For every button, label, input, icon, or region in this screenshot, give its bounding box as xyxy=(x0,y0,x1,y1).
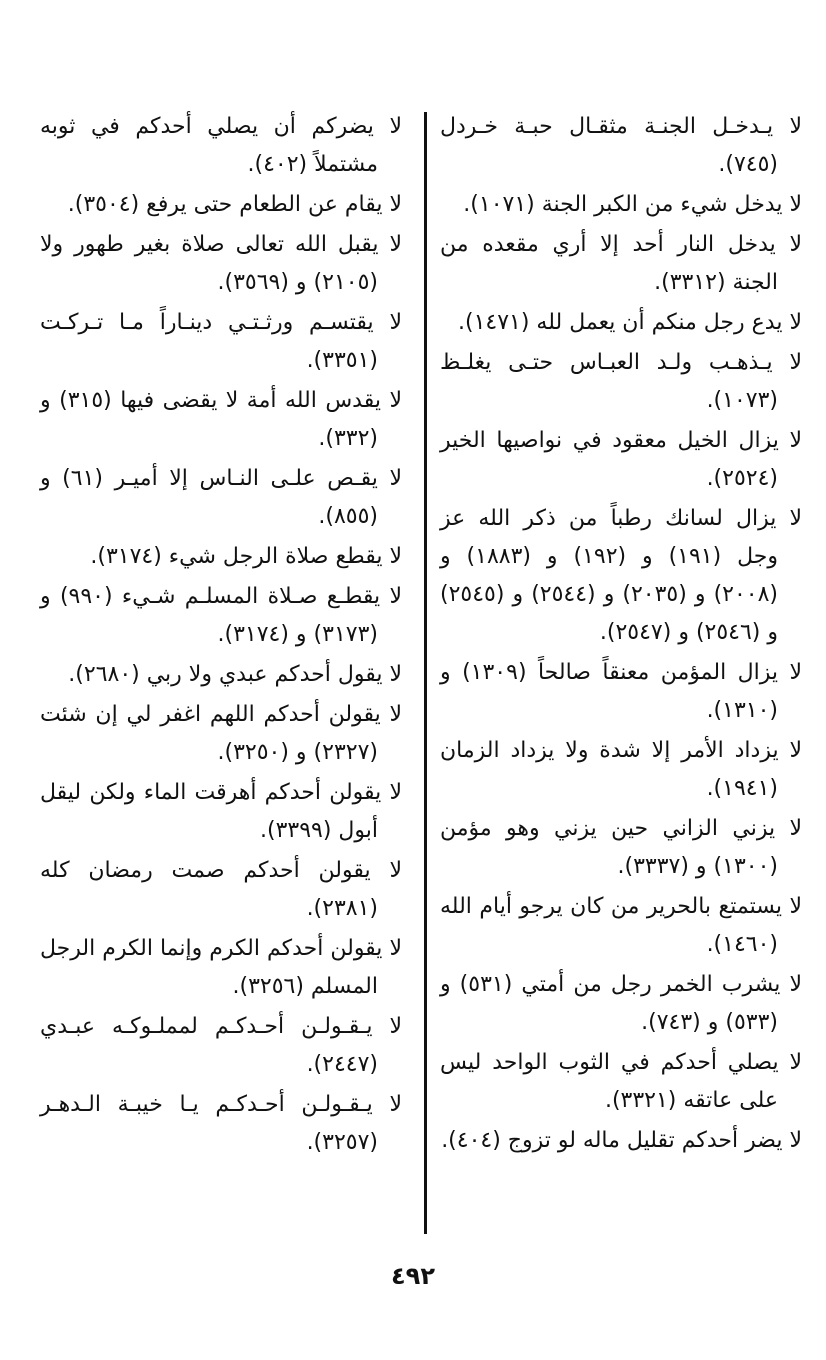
hadith-entry: لا يـقـولـن أحـدكـم يـا خيبـة الـدهـر (٣٢٥٧). xyxy=(40,1092,402,1155)
left-column xyxy=(40,108,402,1164)
hadith-entry: لا يقطـع صـلاة المسلـم شـيء (٩٩٠) و (٣١٧٣) و (٣١٧٤). xyxy=(40,584,403,647)
hadith-entry: لا يدخل شيء من الكبر الجنة (١٠٧١). xyxy=(463,192,802,217)
hadith-entry: لا يـقـولـن أحـدكـم لمملـوكـه عبـدي (٢٤٤٧). xyxy=(40,1014,402,1077)
hadith-entry: لا يستمتع بالحرير من كان يرجو أيام الله (١٤٦٠). xyxy=(440,894,802,957)
hadith-entry: لا يزال لسانك رطباً من ذكر الله عز وجل (١٩١) و (١٩٢) و (١٨٨٣) و (٢٠٠٨) و (٢٠٣٥) و (٢٥٤٤) و (٢٥٤٥) و (٢٥٤٦) و (٢٥٤٧). xyxy=(440,506,802,645)
hadith-entry: لا يزال الخيل معقود في نواصيها الخير (٢٥٢٤). xyxy=(440,428,802,491)
hadith-entry: لا يقبل الله تعالى صلاة بغير طهور ولا (٢١٠٥) و (٣٥٦٩). xyxy=(40,232,402,295)
hadith-entry: لا يضر أحدكم تقليل ماله لو تزوج (٤٠٤). xyxy=(441,1128,802,1153)
hadith-entry: لا يقول أحدكم عبدي ولا ربي (٢٦٨٠). xyxy=(68,662,402,687)
hadith-entry: لا يقولن أحدكم الكرم وإنما الكرم الرجل المسلم (٣٢٥٦). xyxy=(40,936,402,999)
hadith-entry: لا يدخل النار أحد إلا أري مقعده من الجنة (٣٣١٢). xyxy=(440,232,802,295)
hadith-entry: لا يـدخـل الجنـة مثقـال حبـة خـردل (٧٤٥). xyxy=(440,114,802,177)
right-column xyxy=(440,108,802,1162)
hadith-entry: لا يدع رجل منكم أن يعمل لله (١٤٧١). xyxy=(458,310,802,335)
hadith-entry: لا يزال المؤمن معنقاً صالحاً (١٣٠٩) و (١٣١٠). xyxy=(440,660,802,723)
hadith-entry: لا يضركم أن يصلي أحدكم في ثوبه مشتملاً (٤٠٢). xyxy=(40,114,402,177)
hadith-entry: لا يقولن أحدكم أهرقت الماء ولكن ليقل أبول (٣٣٩٩). xyxy=(40,780,402,843)
hadith-entry: لا يقـص علـى النـاس إلا أميـر (٦١) و (٨٥٥). xyxy=(40,466,403,529)
hadith-entry: لا يشرب الخمر رجل من أمتي (٥٣١) و (٥٣٣) و (٧٤٣). xyxy=(440,972,802,1035)
hadith-entry: لا يزني الزاني حين يزني وهو مؤمن (١٣٠٠) و (٣٣٣٧). xyxy=(440,816,802,879)
page-number: ٤٩٢ xyxy=(391,1262,435,1290)
hadith-entry: لا يصلي أحدكم في الثوب الواحد ليس على عاتقه (٣٣٢١). xyxy=(440,1050,802,1113)
hadith-entry: لا يقدس الله أمة لا يقضى فيها (٣١٥) و (٣٣٢). xyxy=(40,388,402,451)
hadith-entry: لا يقولن أحدكم صمت رمضان كله (٢٣٨١). xyxy=(40,858,402,921)
hadith-entry: لا يزداد الأمر إلا شدة ولا يزداد الزمان (١٩٤١). xyxy=(440,738,802,801)
hadith-entry: لا يقطع صلاة الرجل شيء (٣١٧٤). xyxy=(90,544,402,569)
hadith-entry: لا يـذهـب ولـد العبـاس حتـى يغلـظ (١٠٧٣). xyxy=(440,350,802,413)
column-divider xyxy=(424,112,427,1234)
hadith-entry: لا يقتسـم ورثـتـي دينـاراً مـا تـركـت (٣٣٥١). xyxy=(40,310,402,373)
hadith-entry: لا يقولن أحدكم اللهم اغفر لي إن شئت (٢٣٢٧) و (٣٢٥٠). xyxy=(40,702,402,765)
hadith-entry: لا يقام عن الطعام حتى يرفع (٣٥٠٤). xyxy=(67,192,402,217)
